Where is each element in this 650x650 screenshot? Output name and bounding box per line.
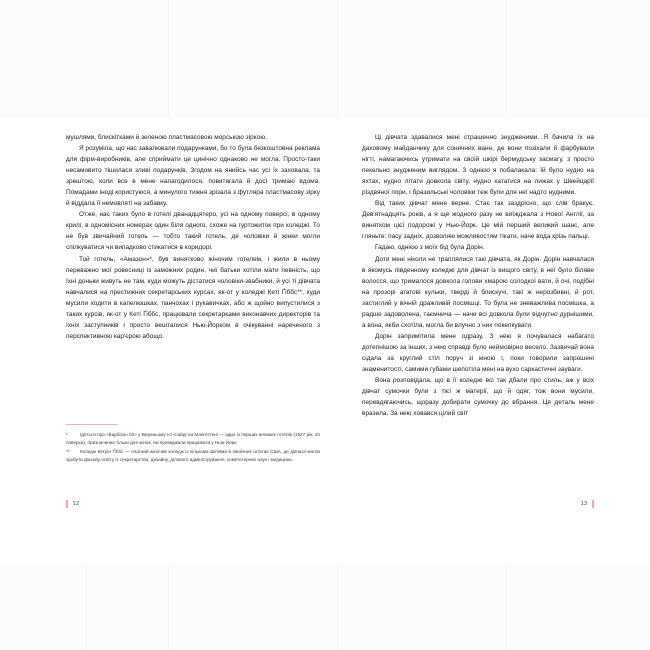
paragraph: Ці дівчата здавалися мені страшенно знудженими. Я бачила їх на даховому майданчику для сонячних ванн, де вони позіхали й фарбували нігті, намагаючись утримати на своїй шкірі бермудську засмагу, з просто пекельно знудженим виглядом. З однією я побалакала: їй було нудно на яхтах, нудно літати довкола світу, нудно кататися на лижах у Швейцарії різдвяної пори, і бразильські чоловіки теж були для неї надто нудними. [362,134,594,197]
footnote-text: Коледж Кетрін Ґіббс — платний жіночий коледж із кількома філіями в північних штатах США, де дівчата могли здобути фахову освіту із секретарства, дизайну, ділового адміністрування, комп'ютерних наук і медицини. [66,449,320,462]
paragraph: Дорін запримітила мене одразу. З нею я почувалася набагато дотепнішою за інших, з нею справді було неймовірно весело. Зазвичай вона сідала за круглий стіл поруч зі мною і, поки говорили запрошені знаменитості, самими губами шепотіла мені на вухо саркастичні зауваги. [362,332,594,373]
folio-left [66,500,79,508]
page-number: 12 [72,501,80,507]
page-number: 13 [580,501,588,507]
left-page-body [66,132,320,342]
footnote-marker: ** [66,449,70,455]
folio-bar-icon [66,500,68,508]
paragraph: Той готель, «Амазон»*, був винятково жіночим готелем, і жили в ньому переважно мої ровесниці із заможних родин, чиї батьки хотіли мати певність, що їхні доньки живуть не там, куди можуть дістатися чоловіки-звабники, й усі ті дівчата навчалися на престижних секретарських курсах, як-от у коледжі Кеті Ґіббс**, куди мусили ходити в капелюшках, панчохах і рукавичках, або ж щойно випустилися з таких курсів, як-от у Кеті Ґіббс, працювали секретарками виконавчих директорів та їхніх заступників і просто вешталися Нью-Йорком в очікуванні нареченого з перспективною кар'єрою абощо. [66,255,320,340]
page-left [66,132,320,342]
footnote-block [66,424,320,465]
paragraph: Отже, нас таких було в готелі дванадцятеро, усі на одному поверсі, в одному крилі, в одномісних номерах один біля одного, схоже на гуртожиток при коледжі. То не був звичайний готель — тобто такий готель, де чоловіки й жінки могли спілкуватися чи випадково стикатися в коридорі. [66,211,320,252]
footnote-text: Ідеться про «Барбізон 63» у Вераньому Іст-Сайді на Мангеттені — один із перших великих готелів (1927 рік, 23 поверхи), призначених тільки для жінок, які приїжджали працювати у Нью-Йорк. [66,432,320,445]
footnote-separator-rule [66,424,118,425]
folio-bar-icon [592,500,594,508]
paragraph: мушлями, блискітками й зеленою пластмасовою морською зіркою. [66,134,267,141]
paragraph: Від таких дівчат мене верне. Стає так заздрісно, що слів бракує. Дев'ятнадцять років, а я ще жодного разу не виїжджала з Нової Англії, за винятком цієї подорожі у Нью-Йорк. Це мій перший великий шанс, але гляньте: пасу задніх, дозволяю можливостям тікати, наче вода крізь пальці. [362,200,594,241]
page-right [362,132,594,419]
footnote-item [66,448,320,463]
paragraph: Доти мені ніколи не траплялися такі дівчата, як Дорін. Дорін навчалася в якомусь південному коледжі для дівчат із вищого світу, в неї було біляве волосся, що трималося довкола голови хмарою солодкої вати, й очі, подібні на прозорі агатові кульки, тверді й блискучі, такі ж нерозбивні, й рот, застиглий у вічній дражливій посмішці. То була не зневажлива посмішка, а радше задоволена, таємнича — наче всі довкола були відчутно дурнішими, а вона, якби схотіла, могла би влучно з них покепкувати. [362,255,594,329]
paragraph: Я розуміла, що нас завалювали подарунками, бо то була безкоштовна реклама для фірм-виробників, але сприймати це цинічно однаково не могла. Просто-таки несамовито тішилася зливі подарунків. Згодом на янийсь час усі їх заховала, та зрештою, коли все в мене налагодилося, повитягала й досі тримаю вдома. Помадами іноді користуюся, а минулого тижня зрізала з футляра пластмасову зірку й віддала її немовляті на забавку. [66,145,320,208]
folio-right [560,500,594,508]
right-page-body [362,132,594,419]
footnote-item [66,431,320,446]
footnote-marker: * [66,432,68,437]
paragraph: Гадаю, однією з моїх бід була Дорін. [375,244,485,252]
paragraph: Вона розповідала, що в її коледжі всі так дбали про стиль, аж у всіх дівчат сумочки були з тієї ж матерії, що й одяг, тож вони мусили, перевдягаючись, щоразу добирати сумочку до вбрання. Ця деталь мене вразила. За нею ховався цілий світ [362,377,594,418]
